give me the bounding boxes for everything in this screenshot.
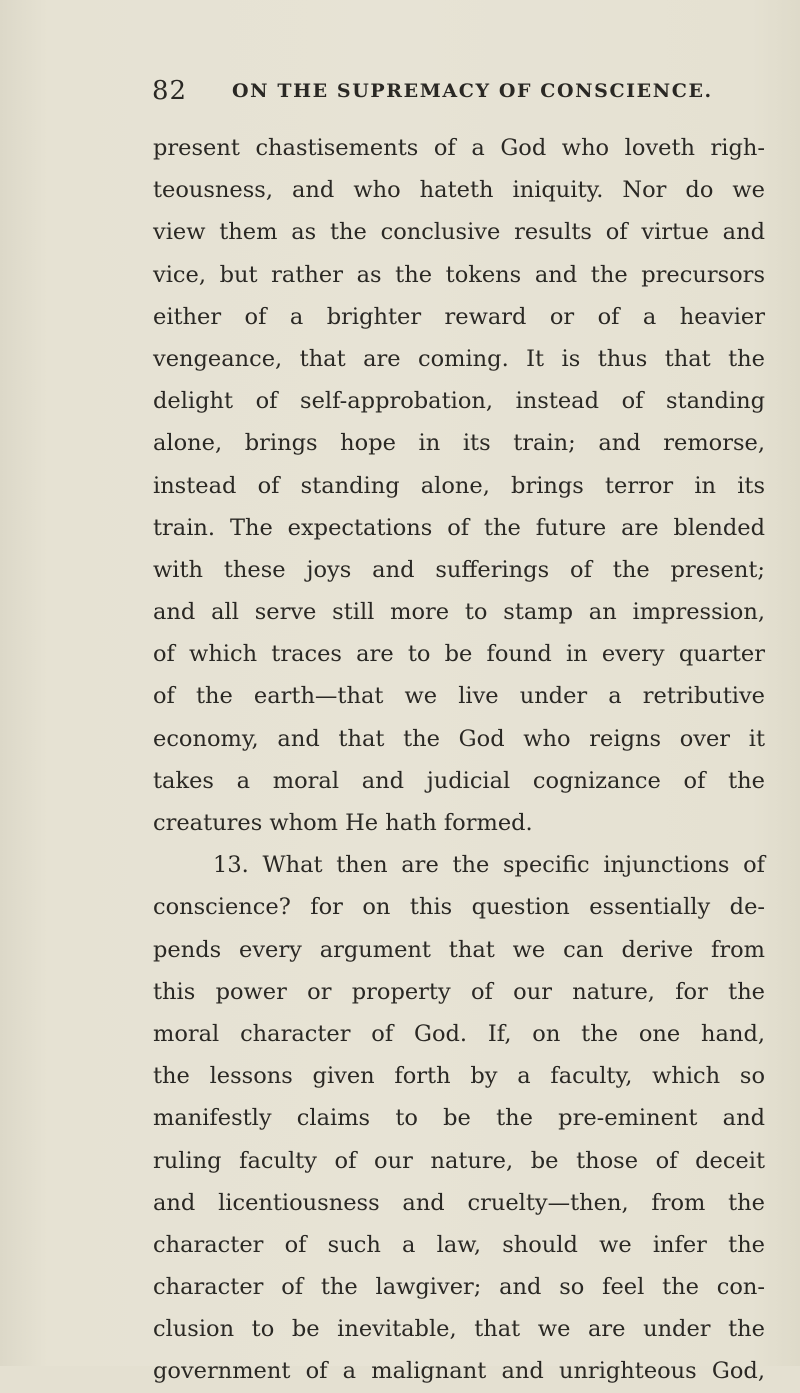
text-line: character of such a law, should we infer the — [153, 1231, 765, 1258]
text-line: train. The expectations of the future are blended — [153, 514, 765, 541]
text-line: and all serve still more to stamp an impression, — [153, 599, 765, 626]
text-line: of the earth—that we live under a retributive — [153, 683, 765, 710]
page-number: 82 — [152, 76, 188, 106]
running-head-title: ON THE SUPREMACY OF CONSCIENCE. — [232, 80, 713, 102]
running-head — [152, 76, 772, 116]
text-line: economy, and that the God who reigns over it — [153, 725, 765, 752]
text-line: manifestly claims to be the pre-eminent and — [153, 1105, 765, 1132]
text-line: alone, brings hope in its train; and remorse, — [153, 430, 765, 457]
text-line: conscience? for on this question essentially de- — [153, 894, 765, 921]
text-line: clusion to be inevitable, that we are under the — [153, 1316, 765, 1343]
text-line: present chastisements of a God who loveth righ- — [153, 135, 765, 161]
text-line: takes a moral and judicial cognizance of the — [153, 767, 765, 794]
text-line: view them as the conclusive results of virtue and — [153, 219, 765, 246]
text-line: vice, but rather as the tokens and the precursors — [153, 261, 765, 288]
text-line: pends every argument that we can derive from — [153, 936, 765, 963]
text-line: either of a brighter reward or of a heavier — [153, 303, 765, 330]
text-line: of which traces are to be found in every quarter — [153, 641, 765, 668]
text-line: teousness, and who hateth iniquity. Nor do we — [153, 177, 765, 204]
text-line: and licentiousness and cruelty—then, from the — [153, 1189, 765, 1216]
text-line: government of a malignant and unrighteous God, — [153, 1358, 765, 1385]
text-line: instead of standing alone, brings terror in its — [153, 472, 765, 499]
text-line: the lessons given forth by a faculty, which so — [153, 1063, 765, 1090]
text-line: ruling faculty of our nature, be those of deceit — [153, 1147, 765, 1174]
body-text — [153, 127, 765, 1393]
text-line: vengeance, that are coming. It is thus that the — [153, 345, 765, 372]
text-line: moral character of God. If, on the one hand, — [153, 1020, 765, 1047]
paragraph-13-start-line: 13. What then are the specific injunctions of — [213, 852, 765, 879]
text-line: this power or property of our nature, for the — [153, 978, 765, 1005]
paragraph-end-line: creatures whom He hath formed. — [153, 810, 533, 836]
text-line: character of the lawgiver; and so feel the con- — [153, 1274, 765, 1301]
text-line: delight of self-approbation, instead of standing — [153, 388, 765, 415]
text-line: with these joys and sufferings of the present; — [153, 556, 765, 583]
